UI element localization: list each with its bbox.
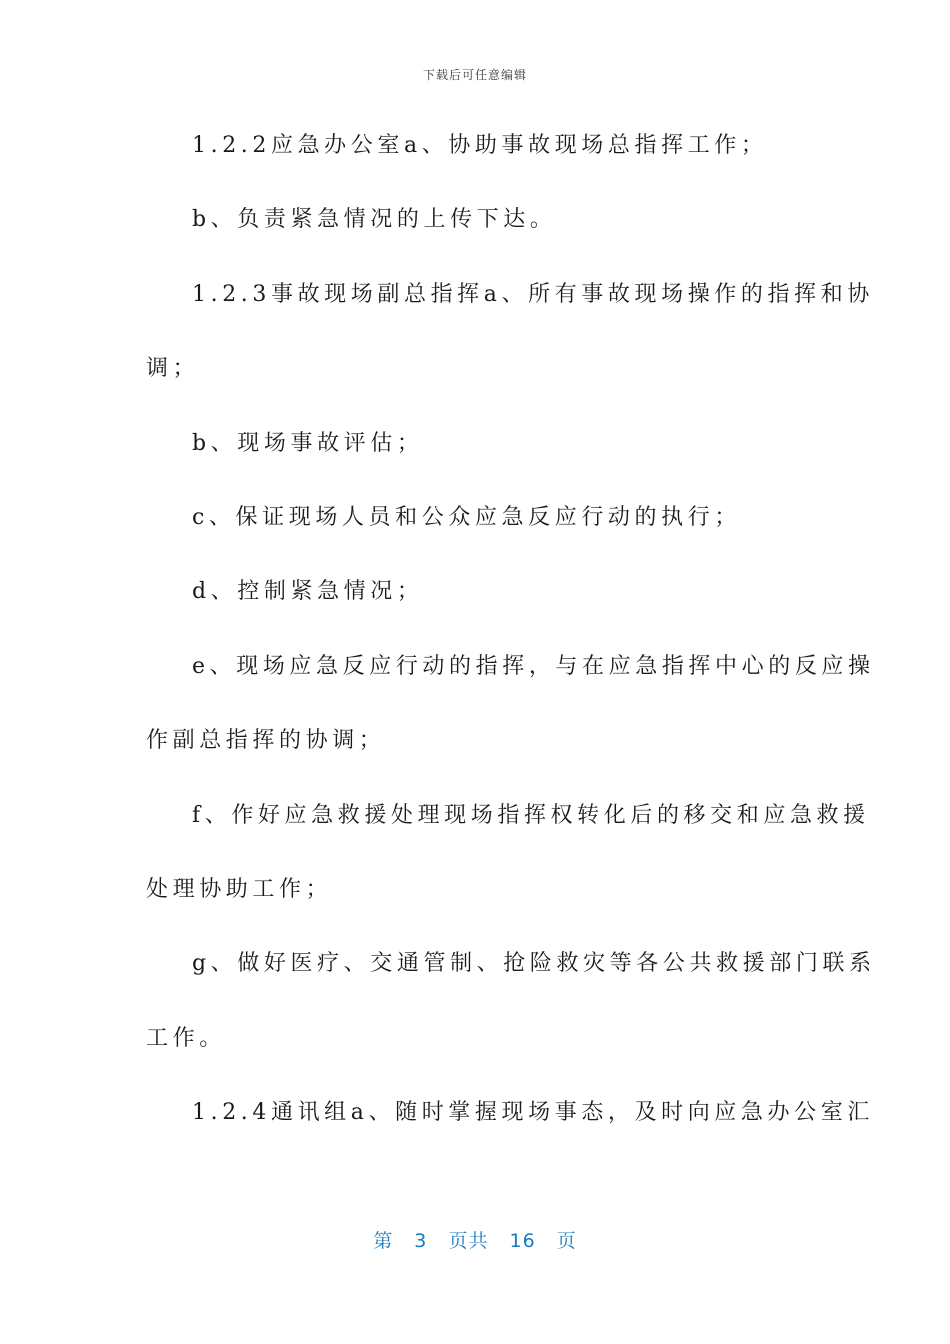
page-number: 3: [414, 1230, 428, 1252]
body-line: b、负责紧急情况的上传下达。: [192, 207, 557, 233]
body-line: c、保证现场人员和公众应急反应行动的执行；: [192, 504, 741, 530]
body-line: 1.2.3事故现场副总指挥a、所有事故现场操作的指挥和协: [192, 281, 874, 307]
body-line: b、现场事故评估；: [192, 430, 424, 456]
body-line: 调；: [146, 356, 200, 382]
page-suffix: 页: [556, 1230, 577, 1252]
document-body: [146, 118, 876, 1159]
body-line: 1.2.4通讯组a、随时掌握现场事态，及时向应急办公室汇: [192, 1100, 874, 1126]
body-line: g、做好医疗、交通管制、抢险救灾等各公共救援部门联系: [192, 951, 876, 977]
body-line: 处理协助工作；: [146, 876, 333, 902]
body-line: 工作。: [146, 1025, 226, 1051]
page-total: 16: [509, 1230, 536, 1252]
page-prefix: 第: [373, 1230, 394, 1252]
body-line: e、现场应急反应行动的指挥，与在应急指挥中心的反应操: [192, 653, 875, 679]
body-line: f、作好应急救援处理现场指挥权转化后的移交和应急救援: [192, 802, 870, 828]
page-footer: [0, 1226, 950, 1253]
header-note: 下载后可任意编辑: [422, 68, 527, 82]
page-middle: 页共: [448, 1230, 489, 1252]
body-line: 作副总指挥的协调；: [146, 728, 386, 754]
body-line: d、控制紧急情况；: [192, 579, 424, 605]
body-line: 1.2.2应急办公室a、协助事故现场总指挥工作；: [192, 133, 768, 158]
